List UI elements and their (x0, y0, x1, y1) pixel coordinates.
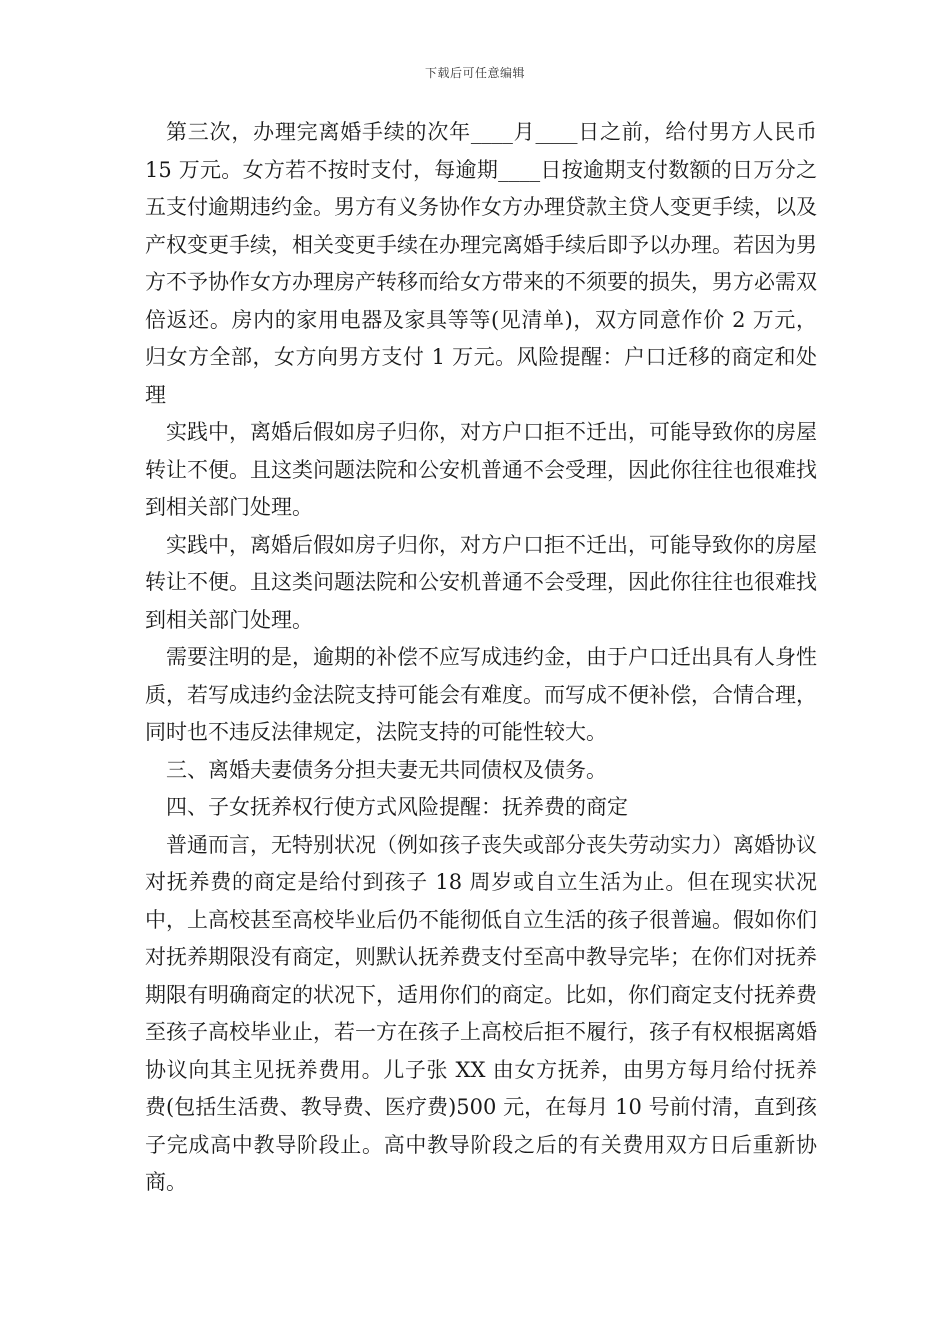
paragraph-practice-2: 实践中，离婚后假如房子归你，对方户口拒不迁出，可能导致你的房屋转让不便。且这类问题法院和公安机普通不会受理，因此你往往也很难找到相关部门处理。 (145, 532, 817, 632)
document-body (145, 114, 817, 1202)
paragraph-support: 普通而言，无特别状况（例如孩子丧失或部分丧失劳动实力）离婚协议对抚养费的商定是给付到孩子 18 周岁或自立生活为止。但在现实状况中，上高校甚至高校毕业后仍不能彻低自立生活的孩子很普遍。假如你们对抚养期限没有商定，则默认抚养费支付至高中教导完毕；在你们对抚养期限有明确商定的状况下，适用你们的商定。比如，你们商定支付抚养费至孩子高校毕业止，若一方在孩子上高校后拒不履行，孩子有权根据离婚协议向其主见抚养费用。儿子张 XX 由女方抚养，由男方每月给付抚养费(包括生活费、教导费、医疗费)500 元，在每月 10 号前付清，直到孩子完成高中教导阶段止。高中教导阶段之后的有关费用双方日后重新协商。 (145, 832, 817, 1194)
paragraph-third-payment: 第三次，办理完离婚手续的次年____月____日之前，给付男方人民币 15 万元。女方若不按时支付，每逾期____日按逾期支付数额的日万分之五支付逾期违约金。男方有义务协作女方办理贷款主贷人变更手续，以及产权变更手续，相关变更手续在办理完离婚手续后即予以办理。若因为男方不予协作女方办理房产转移而给女方带来的不须要的损失，男方必需双倍返还。房内的家用电器及家具等等(见清单)，双方同意作价 2 万元，归女方全部，女方向男方支付 1 万元。风险提醒：户口迁移的商定和处理 (145, 120, 817, 407)
paragraph-practice-1: 实践中，离婚后假如房子归你，对方户口拒不迁出，可能导致你的房屋转让不便。且这类问题法院和公安机普通不会受理，因此你往往也很难找到相关部门处理。 (145, 420, 817, 519)
page-header: 下载后可任意编辑 (424, 66, 525, 80)
paragraph-note: 需要注明的是，逾期的补偿不应写成违约金，由于户口迁出具有人身性质，若写成违约金法院支持可能会有难度。而写成不便补偿，合情合理，同时也不违反法律规定，法院支持的可能性较大。 (145, 645, 817, 744)
section-heading-custody: 四、子女抚养权行使方式风险提醒：抚养费的商定 (166, 795, 628, 819)
section-heading-debts: 三、离婚夫妻债务分担夫妻无共同债权及债务。 (166, 757, 607, 782)
